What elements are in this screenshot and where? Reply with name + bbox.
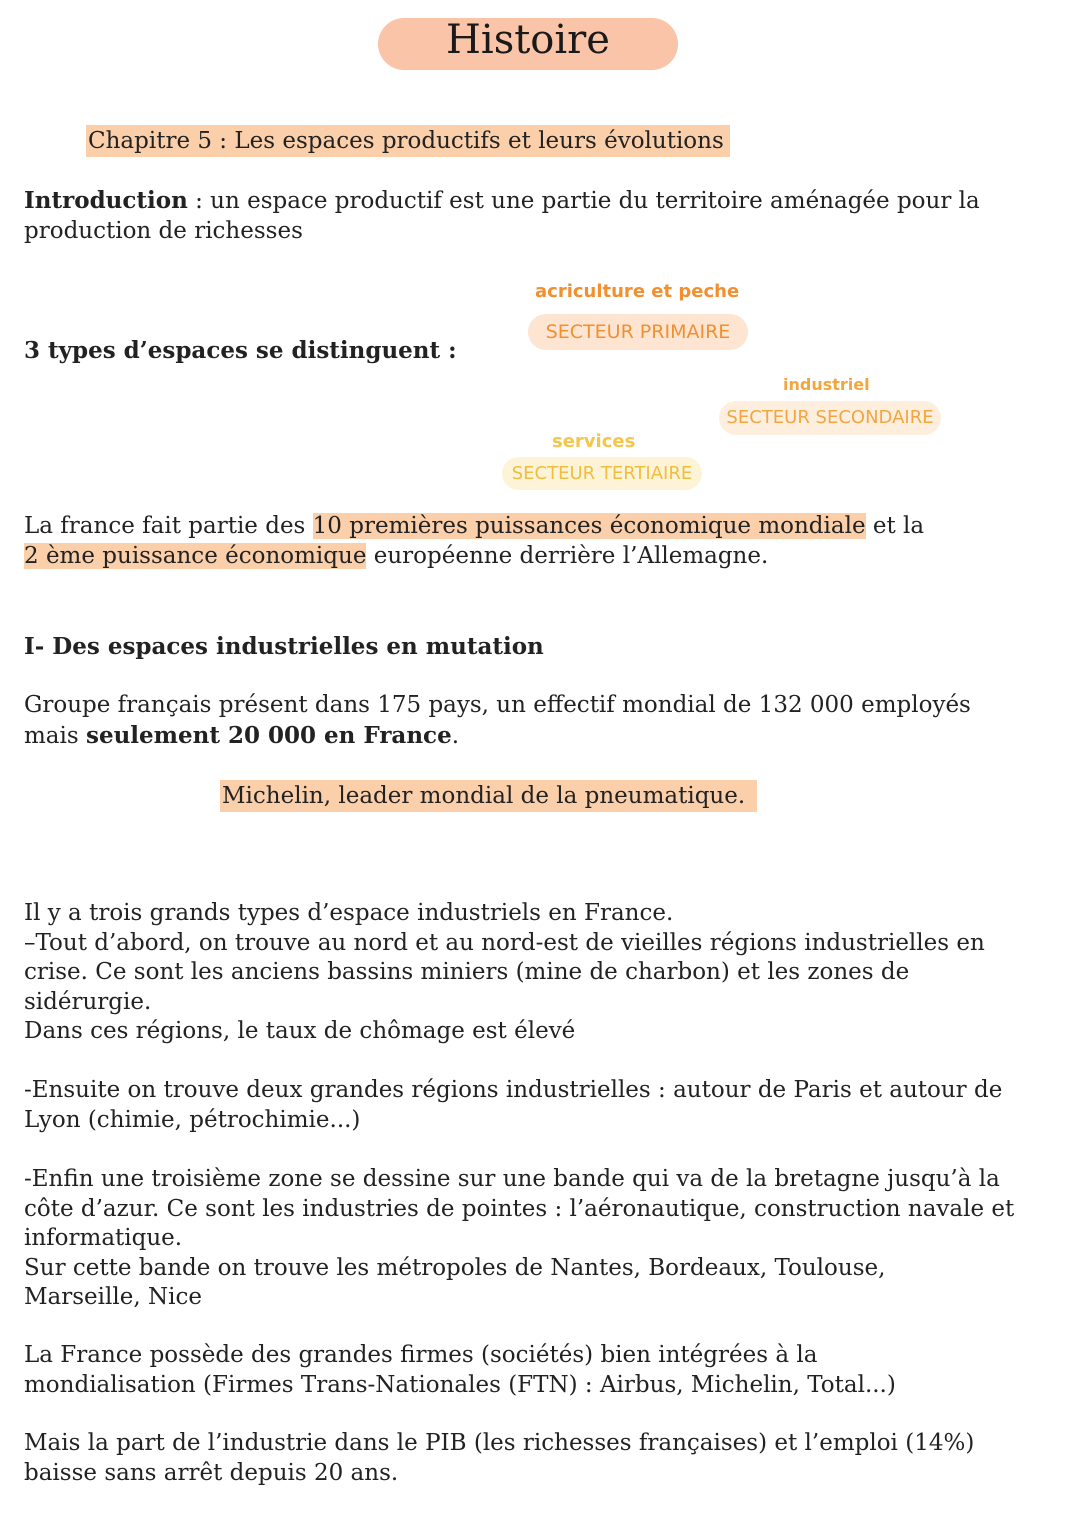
industrial-types-unemployment: Dans ces régions, le taux de chômage est élevé xyxy=(24,1018,576,1044)
industrial-types-intro: Il y a trois grands types d’espace industriels en France. xyxy=(24,900,674,926)
france-rank-prefix: La france fait partie des xyxy=(24,513,313,539)
introduction xyxy=(24,186,1014,246)
introduction-text: : un espace productif est une partie du territoire aménagée pour la production de richesses xyxy=(24,188,980,244)
primary-sector-badge: SECTEUR PRIMAIRE xyxy=(528,314,748,350)
third-zone-metropoles: Sur cette bande on trouve les métropoles de Nantes, Bordeaux, Toulouse, Marseille, Nice xyxy=(24,1254,886,1310)
industrial-types-north: –Tout d’abord, on trouve au nord et au nord-est de vieilles régions industrielles en crise. Ce sont les anciens bassins miniers (mine de charbon) et les zones de sidérurgie. xyxy=(24,929,985,1015)
types-heading: 3 types d’espaces se distinguent : xyxy=(24,337,457,364)
france-rank-middle: et la xyxy=(865,513,925,539)
ftn-paragraph: La France possède des grandes firmes (sociétés) bien intégrées à la mondialisation (Firmes Trans-Nationales (FTN) : Airbus, Michelin, Total...) xyxy=(24,1342,896,1398)
decline-paragraph: Mais la part de l’industrie dans le PIB (les richesses françaises) et l’emploi (14%) baisse sans arrêt depuis 20 ans. xyxy=(24,1430,975,1486)
france-rank-suffix: européenne derrière l’Allemagne. xyxy=(366,542,769,569)
france-rank-paragraph xyxy=(24,512,1034,571)
introduction-label: Introduction xyxy=(24,187,188,214)
tertiary-sector-caption: services xyxy=(552,431,636,452)
group-text-end: . xyxy=(451,722,460,749)
tertiary-sector-badge: SECTEUR TERTIAIRE xyxy=(502,457,702,490)
group-bold: seulement 20 000 en France xyxy=(86,721,452,749)
third-zone-paragraph xyxy=(24,1165,1034,1313)
secondary-sector-caption: industriel xyxy=(783,375,870,394)
industrial-types-paragraph xyxy=(24,899,1029,1047)
paris-lyon-paragraph: -Ensuite on trouve deux grandes régions industrielles : autour de Paris et autour de Lyon (chimie, pétrochimie...) xyxy=(24,1077,1003,1133)
section-1-title: I- Des espaces industrielles en mutation xyxy=(24,633,544,660)
page-title: Histoire xyxy=(378,18,678,70)
chapter-title: Chapitre 5 : Les espaces productifs et leurs évolutions xyxy=(86,125,730,157)
france-rank-highlight-europe: 2 ème puissance économique xyxy=(24,542,367,569)
group-text: Groupe français présent dans 175 pays, un effectif mondial de 132 000 employés mais xyxy=(24,692,971,749)
france-rank-highlight-world: 10 premières puissances économique mondiale xyxy=(312,513,866,539)
third-zone-text: -Enfin une troisième zone se dessine sur une bande qui va de la bretagne jusqu’à la côte d’azur. Ce sont les industries de pointes : l’aéronautique, construction navale et informatique. xyxy=(24,1166,1015,1251)
primary-sector-caption: acriculture et peche xyxy=(535,281,740,302)
michelin-highlight: Michelin, leader mondial de la pneumatique. xyxy=(220,780,757,812)
secondary-sector-badge: SECTEUR SECONDAIRE xyxy=(719,401,941,435)
group-paragraph xyxy=(24,691,1024,751)
